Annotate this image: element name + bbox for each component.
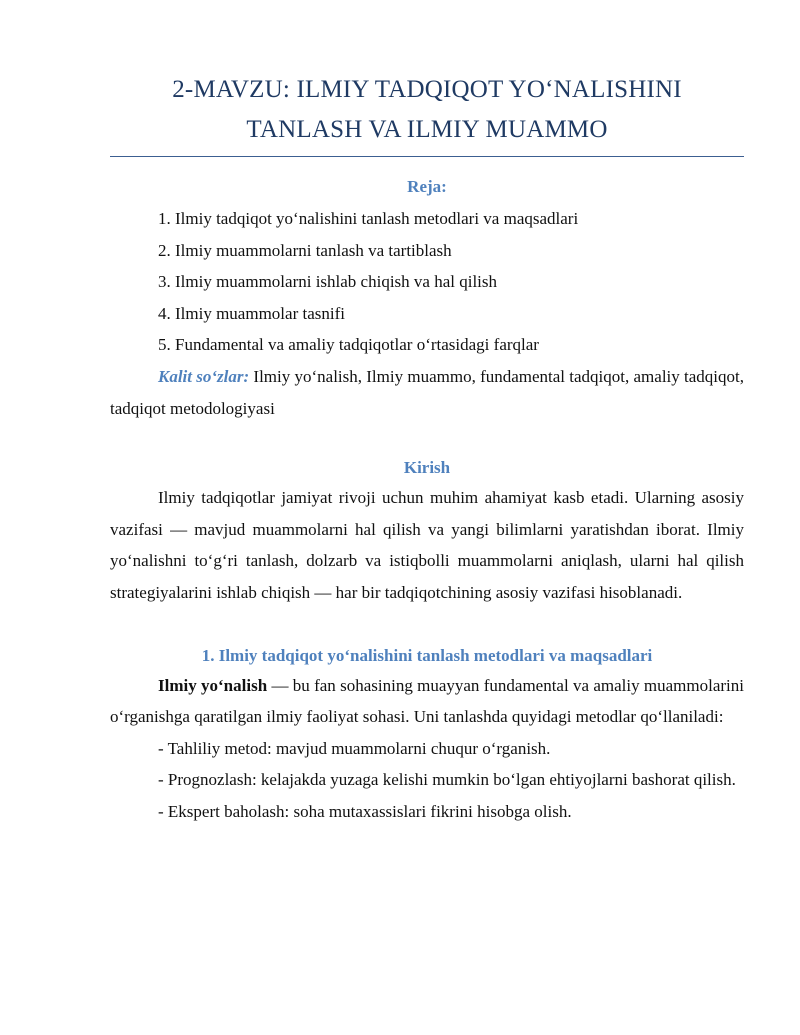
plan-heading: Reja: [407,177,447,196]
plan-item: 2. Ilmiy muammolarni tanlash va tartiblash [158,240,452,260]
page-title-line-2: TANLASH VA ILMIY MUAMMO [246,116,608,143]
method-item: - Ekspert baholash: soha mutaxassislari fikrini hisobga olish. [158,801,572,821]
plan-list [110,203,744,361]
method-item: - Tahliliy metod: mavjud muammolarni chuqur o‘rganish. [158,738,551,758]
section-1-paragraph [110,670,744,733]
keywords-paragraph [110,361,744,424]
section-1-term: Ilmiy yo‘nalish [158,675,268,695]
plan-item: 4. Ilmiy muammolar tasnifi [158,303,345,323]
page-title [110,70,744,157]
section-1-definition: — bu fan sohasining muayyan fundamental va amaliy muammolarini o‘rganishga qaratilgan ilmiy faoliyat sohasi. Uni tanlashda quyidagi metodlar qo‘llaniladi: [110,675,745,727]
section-1-heading: 1. Ilmiy tadqiqot yo‘nalishini tanlash metodlari va maqsadlari [201,645,653,665]
introduction-heading: Kirish [403,458,451,478]
keywords-text: Ilmiy yo‘nalish, Ilmiy muammo, fundamental tadqiqot, amaliy tadqiqot, tadqiqot metodologiyasi [110,366,744,418]
document-page [110,70,744,828]
introduction-paragraph: Ilmiy tadqiqotlar jamiyat rivoji uchun muhim ahamiyat kasb etadi. Ularning asosiy vazifasi — mavjud muammolarni hal qilish va yangi bilimlarni yaratishdan iborat. Ilmiy yo‘nalishni to‘g‘ri tanlash, dolzarb va istiqbolli muammolarni aniqlash, ularni hal qilish strategiyalarini ishlab chiqish — har bir tadqiqotchining asosiy vazifasi hisoblanadi. [110,488,744,602]
method-item: - Prognozlash: kelajakda yuzaga kelishi mumkin bo‘lgan ehtiyojlarni bashorat qilish. [158,770,736,790]
page-title-line-1: 2-MAVZU: ILMIY TADQIQOT YO‘NALISHINI [172,76,682,103]
plan-item: 5. Fundamental va amaliy tadqiqotlar o‘rtasidagi farqlar [158,335,539,355]
plan-item: 3. Ilmiy muammolarni ishlab chiqish va hal qilish [158,272,498,292]
plan-item: 1. Ilmiy tadqiqot yo‘nalishini tanlash metodlari va maqsadlari [158,209,579,228]
keywords-label: Kalit so‘zlar: [158,366,250,386]
